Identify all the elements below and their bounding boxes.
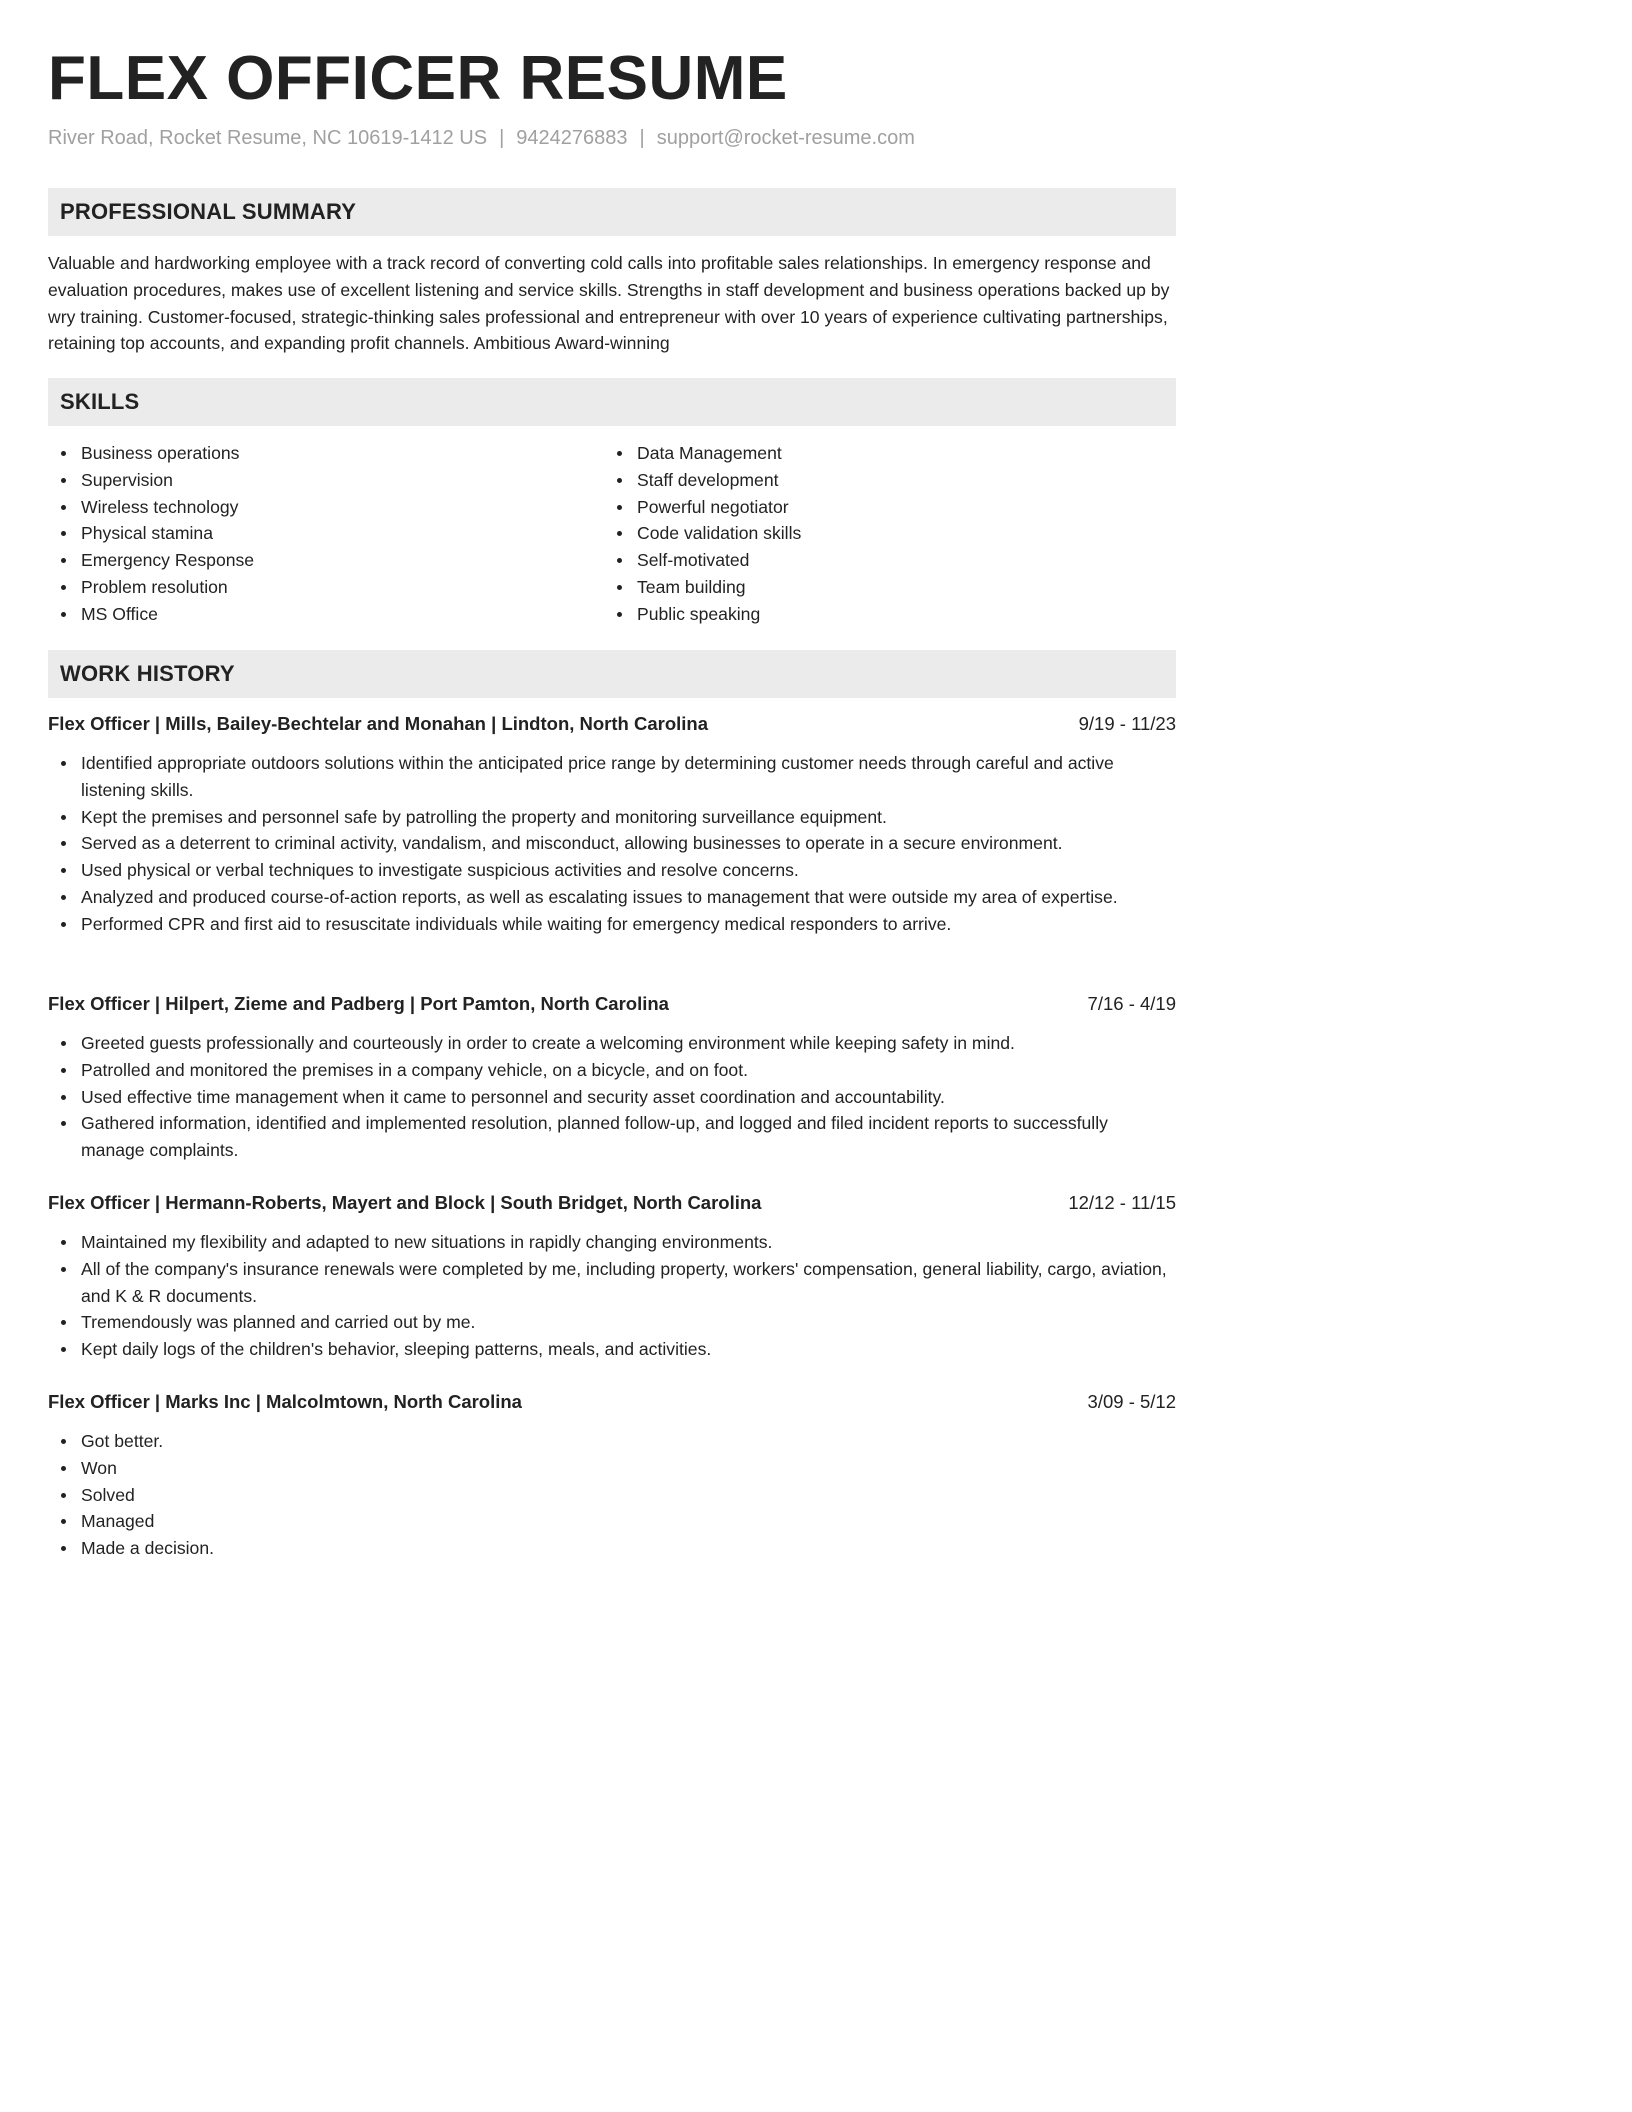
job-entry [48, 1189, 1176, 1363]
skill-item: Business operations [48, 440, 254, 467]
job-bullet: Won [48, 1455, 1176, 1482]
job-bullet: Kept daily logs of the children's behavior, sleeping patterns, meals, and activities. [48, 1336, 1176, 1363]
skill-item: Data Management [604, 440, 801, 467]
skill-item: Powerful negotiator [604, 494, 801, 521]
job-bullet: Patrolled and monitored the premises in a company vehicle, on a bicycle, and on foot. [48, 1057, 1176, 1084]
job-bullet: Got better. [48, 1428, 1176, 1455]
job-bullet: Gathered information, identified and implemented resolution, planned follow-up, and logged and filed incident reports to successfully manage complaints. [48, 1110, 1176, 1164]
skill-item: Code validation skills [604, 520, 801, 547]
job-title: Flex Officer | Mills, Bailey-Bechtelar and Monahan | Lindton, North Carolina [48, 713, 709, 734]
job-entry [48, 1388, 1176, 1562]
work-section-header [48, 650, 1176, 698]
job-bullet: Used physical or verbal techniques to investigate suspicious activities and resolve concerns. [48, 857, 1176, 884]
skill-item: Problem resolution [48, 574, 254, 601]
summary-text: Valuable and hardworking employee with a track record of converting cold calls into profitable sales relationships. In emergency response and evaluation procedures, makes use of excellent listening and service skills. Strengths in staff development and business operations backed up by wry training. Customer-focused, strategic-thinking sales professional and entrepreneur with over 10 years of experience cultivating partnerships, retaining top accounts, and expanding profit channels. Ambitious Award-winning [48, 253, 1170, 354]
job-bullets [48, 1030, 1176, 1164]
contact-email: support@rocket-resume.com [656, 127, 915, 149]
skills-section-header [48, 378, 1176, 426]
job-bullet: Performed CPR and first aid to resuscitate individuals while waiting for emergency medical responders to arrive. [48, 911, 1176, 938]
job-dates: 7/16 - 4/19 [1087, 993, 1176, 1014]
job-bullets [48, 1229, 1176, 1363]
skill-item: Emergency Response [48, 547, 254, 574]
job-title: Flex Officer | Hilpert, Zieme and Padberg | Port Pamton, North Carolina [48, 993, 669, 1014]
resume-title: FLEX OFFICER RESUME [48, 44, 788, 113]
skill-item: Team building [604, 574, 801, 601]
job-dates: 3/09 - 5/12 [1087, 1391, 1176, 1412]
job-bullet: Made a decision. [48, 1535, 1176, 1562]
contact-address: River Road, Rocket Resume, NC 10619-1412 US [48, 127, 488, 149]
skill-item: Staff development [604, 467, 801, 494]
job-bullet: Maintained my flexibility and adapted to new situations in rapidly changing environments. [48, 1229, 1176, 1256]
job-header [48, 710, 1176, 738]
job-entry [48, 710, 1176, 938]
skill-item: Supervision [48, 467, 254, 494]
skills-heading: SKILLS [60, 389, 140, 414]
job-bullet: Tremendously was planned and carried out by me. [48, 1309, 1176, 1336]
contact-separator: | [499, 127, 505, 149]
job-title: Flex Officer | Hermann-Roberts, Mayert and Block | South Bridget, North Carolina [48, 1192, 762, 1213]
work-heading: WORK HISTORY [60, 661, 235, 686]
summary-heading: PROFESSIONAL SUMMARY [60, 199, 357, 224]
skills-column-right [604, 440, 801, 628]
skill-item: Public speaking [604, 601, 801, 628]
skill-item: MS Office [48, 601, 254, 628]
job-bullets [48, 750, 1176, 938]
job-header [48, 1388, 1176, 1416]
job-header [48, 1189, 1176, 1217]
job-bullet: Served as a deterrent to criminal activity, vandalism, and misconduct, allowing businesses to operate in a secure environment. [48, 830, 1176, 857]
job-title: Flex Officer | Marks Inc | Malcolmtown, North Carolina [48, 1391, 522, 1412]
job-entry [48, 990, 1176, 1164]
skill-item: Self-motivated [604, 547, 801, 574]
job-bullets [48, 1428, 1176, 1562]
job-bullet: Kept the premises and personnel safe by patrolling the property and monitoring surveillance equipment. [48, 804, 1176, 831]
skill-item: Wireless technology [48, 494, 254, 521]
summary-section-header [48, 188, 1176, 236]
skill-item: Physical stamina [48, 520, 254, 547]
skills-column-left [48, 440, 254, 628]
job-bullet: Solved [48, 1482, 1176, 1509]
contact-separator: | [639, 127, 645, 149]
job-bullet: All of the company's insurance renewals were completed by me, including property, workers' compensation, general liability, cargo, aviation, and K & R documents. [48, 1256, 1176, 1310]
job-bullet: Used effective time management when it came to personnel and security asset coordination and accountability. [48, 1084, 1176, 1111]
job-bullet: Identified appropriate outdoors solutions within the anticipated price range by determining customer needs through careful and active listening skills. [48, 750, 1176, 804]
job-bullet: Managed [48, 1508, 1176, 1535]
contact-phone: 9424276883 [516, 127, 628, 149]
job-bullet: Analyzed and produced course-of-action reports, as well as escalating issues to management that were outside my area of expertise. [48, 884, 1176, 911]
contact-line [48, 124, 915, 152]
job-dates: 9/19 - 11/23 [1078, 713, 1176, 734]
job-dates: 12/12 - 11/15 [1068, 1192, 1176, 1213]
job-header [48, 990, 1176, 1018]
job-bullet: Greeted guests professionally and courteously in order to create a welcoming environment while keeping safety in mind. [48, 1030, 1176, 1057]
